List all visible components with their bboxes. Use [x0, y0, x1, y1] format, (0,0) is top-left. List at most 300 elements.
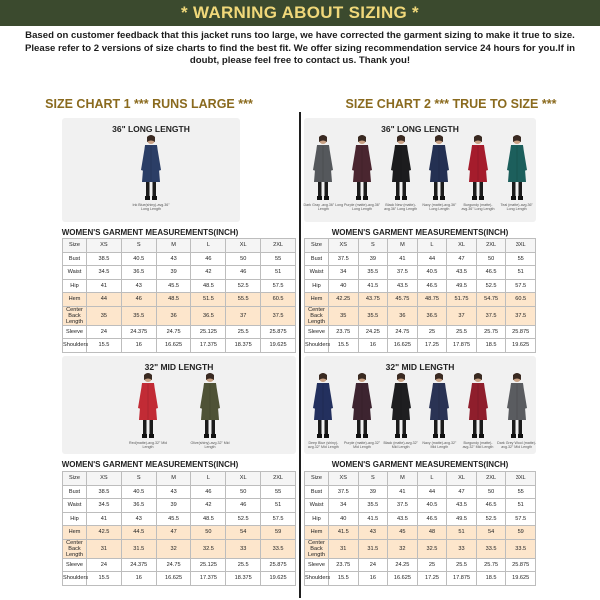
row-label-cell: Bust — [63, 252, 87, 266]
table-cell: 25.5 — [447, 558, 477, 572]
table-cell: 51.5 — [191, 293, 226, 307]
table-cell: 50 — [476, 252, 506, 266]
table-cell: 25.875 — [506, 325, 536, 339]
table-cell: 16 — [121, 339, 156, 353]
table-cell: 37.5 — [329, 485, 359, 499]
row-label-cell: Shoulders — [63, 572, 87, 586]
table-cell: 57.5 — [261, 279, 296, 293]
table-cell: 41.5 — [358, 512, 388, 526]
row-label-cell: Waist — [63, 266, 87, 280]
row-label-cell: Shoulders — [305, 572, 329, 586]
table-row — [63, 539, 296, 558]
row-label-cell: Hem — [63, 293, 87, 307]
table-cell: 51.75 — [447, 293, 477, 307]
table-cell: 34.5 — [87, 499, 122, 513]
table-cell: 2XL — [476, 239, 506, 253]
table-cell: 16.625 — [156, 572, 191, 586]
row-label-cell: Hem — [305, 526, 329, 540]
table-cell: 49.5 — [447, 279, 477, 293]
chart2-long-table-title: WOMEN'S GARMENT MEASUREMENTS(INCH) — [331, 228, 509, 237]
table-cell: 17.25 — [417, 572, 447, 586]
table-cell: 39 — [156, 499, 191, 513]
row-label-cell: Sleeve — [305, 558, 329, 572]
table-cell: 52.5 — [226, 279, 261, 293]
table-cell: 37 — [226, 306, 261, 325]
model-caption: Deep Blue (shiny)-avg.32" Mid Length — [307, 441, 339, 450]
table-cell: 48.75 — [417, 293, 447, 307]
table-row — [63, 325, 296, 339]
table-row — [305, 499, 536, 513]
row-label-cell: Size — [305, 239, 329, 253]
table-cell: 46 — [226, 266, 261, 280]
table-row — [305, 526, 536, 540]
table-cell: 38.5 — [87, 252, 122, 266]
table-cell: 50 — [476, 485, 506, 499]
table-cell: 35.5 — [358, 306, 388, 325]
table-cell: 19.625 — [261, 339, 296, 353]
warning-banner: * WARNING ABOUT SIZING * — [0, 0, 600, 26]
table-cell: 24.75 — [388, 325, 418, 339]
table-cell: 43.75 — [358, 293, 388, 307]
table-cell: S — [121, 472, 156, 486]
row-label-cell: Hem — [305, 293, 329, 307]
table-cell: 15.5 — [329, 339, 359, 353]
chart2-mid-table-title: WOMEN'S GARMENT MEASUREMENTS(INCH) — [331, 460, 509, 469]
table-cell: 60.5 — [506, 293, 536, 307]
table-cell: 36.5 — [121, 266, 156, 280]
table-cell: 36.5 — [191, 306, 226, 325]
table-row — [305, 572, 536, 586]
table-cell: M — [156, 239, 191, 253]
table-cell: 35 — [329, 306, 359, 325]
row-label-cell: Bust — [63, 485, 87, 499]
table-cell: 37 — [447, 306, 477, 325]
table-cell: 25 — [417, 325, 447, 339]
model-figure — [347, 372, 377, 440]
model-caption: Dark Gray -avg.36" Long Length — [303, 203, 344, 212]
chart2-mid-photo — [304, 356, 536, 454]
table-cell: 46.5 — [476, 499, 506, 513]
table-cell: 33 — [447, 539, 477, 558]
model-caption: Navy (matte)-avg.32" Mid Length — [422, 441, 457, 450]
row-label-cell: Waist — [63, 499, 87, 513]
table-cell: 50 — [226, 485, 261, 499]
table-row — [63, 252, 296, 266]
table-row — [305, 252, 536, 266]
table-cell: 17.875 — [447, 339, 477, 353]
table-cell: 16.625 — [156, 339, 191, 353]
table-cell: 25.75 — [476, 558, 506, 572]
table-cell: 25.5 — [226, 325, 261, 339]
row-label-cell: Size — [63, 472, 87, 486]
chart2-long-size-table — [304, 238, 536, 353]
table-cell: 34 — [329, 266, 359, 280]
row-label-cell: Sleeve — [63, 325, 87, 339]
chart1-long-table-title: WOMEN'S GARMENT MEASUREMENTS(INCH) — [61, 228, 239, 237]
table-cell: XL — [226, 472, 261, 486]
table-cell: 2XL — [476, 472, 506, 486]
model-caption: Olive(shiny)-avg.32" Mid Length — [190, 441, 230, 450]
table-cell: 17.375 — [191, 572, 226, 586]
chart1-long-size-table — [62, 238, 296, 353]
table-cell: 55 — [261, 252, 296, 266]
chart2-mid-title: 32" MID LENGTH — [385, 362, 455, 372]
table-cell: 23.75 — [329, 558, 359, 572]
table-cell: M — [156, 472, 191, 486]
table-cell: 17.25 — [417, 339, 447, 353]
table-header-row — [63, 239, 296, 253]
table-row — [305, 512, 536, 526]
table-cell: 35.5 — [121, 306, 156, 325]
table-cell: 31 — [87, 539, 122, 558]
table-cell: 24.375 — [121, 558, 156, 572]
table-cell: 39 — [358, 485, 388, 499]
table-cell: 48.5 — [191, 279, 226, 293]
table-cell: L — [191, 472, 226, 486]
table-cell: 18.375 — [226, 572, 261, 586]
row-label-cell: Hip — [305, 279, 329, 293]
table-cell: XS — [87, 239, 122, 253]
table-cell: 2XL — [261, 239, 296, 253]
table-cell: 3XL — [506, 239, 536, 253]
table-cell: 52.5 — [226, 512, 261, 526]
table-cell: 46 — [226, 499, 261, 513]
table-row — [63, 512, 296, 526]
model-caption: Teal (matte)-avg.36" Long Length — [500, 203, 533, 212]
table-cell: L — [191, 239, 226, 253]
table-cell: 43.5 — [388, 279, 418, 293]
table-cell: 19.625 — [506, 339, 536, 353]
table-row — [63, 485, 296, 499]
model-figure — [386, 372, 416, 440]
table-cell: 34 — [329, 499, 359, 513]
model-figure — [463, 134, 493, 202]
chart1-mid-title: 32" MID LENGTH — [144, 362, 214, 372]
table-cell: 51 — [447, 526, 477, 540]
table-row — [63, 558, 296, 572]
table-row — [305, 266, 536, 280]
table-cell: 25.75 — [476, 325, 506, 339]
table-header-row — [305, 239, 536, 253]
table-cell: 24.25 — [388, 558, 418, 572]
table-cell: 37.5 — [329, 252, 359, 266]
table-cell: 36.5 — [121, 499, 156, 513]
table-cell: 51 — [506, 499, 536, 513]
model-caption: Black (matte)-avg.32" Mid Length — [383, 441, 418, 450]
model-caption: Black New (matte)-avg.36" Long Length — [384, 203, 418, 212]
table-cell: 43 — [121, 512, 156, 526]
table-cell: 16 — [358, 572, 388, 586]
table-cell: XS — [329, 239, 359, 253]
table-row — [63, 339, 296, 353]
table-cell: 15.5 — [87, 339, 122, 353]
table-cell: 37.5 — [388, 266, 418, 280]
chart1-mid-size-table — [62, 471, 296, 586]
table-cell: 35.5 — [358, 499, 388, 513]
table-cell: 46 — [121, 293, 156, 307]
row-label-cell: Bust — [305, 252, 329, 266]
table-cell: S — [358, 239, 388, 253]
table-cell: 38.5 — [87, 485, 122, 499]
model-caption: Burgundy (matte)-avg.32" Mid Length — [462, 441, 494, 450]
table-cell: 42.5 — [87, 526, 122, 540]
model-figure — [308, 134, 338, 202]
table-cell: 41 — [87, 512, 122, 526]
table-cell: 32 — [388, 539, 418, 558]
table-row — [63, 499, 296, 513]
table-cell: 17.875 — [447, 572, 477, 586]
table-cell: 40.5 — [121, 485, 156, 499]
table-row — [305, 293, 536, 307]
table-cell: 44 — [87, 293, 122, 307]
table-cell: 46.5 — [417, 512, 447, 526]
table-cell: 43 — [358, 526, 388, 540]
table-cell: 33.5 — [506, 539, 536, 558]
table-cell: 47 — [156, 526, 191, 540]
row-label-cell: Center Back Length — [305, 539, 329, 558]
table-cell: 41 — [87, 279, 122, 293]
row-label-cell: Sleeve — [305, 325, 329, 339]
table-cell: 40.5 — [417, 499, 447, 513]
table-cell: 37.5 — [506, 306, 536, 325]
table-cell: M — [388, 472, 418, 486]
table-cell: 41 — [388, 485, 418, 499]
model-figure — [133, 372, 163, 440]
model-figure — [424, 372, 454, 440]
table-cell: XL — [226, 239, 261, 253]
chart2-long-photo — [304, 118, 536, 222]
table-row — [305, 339, 536, 353]
table-cell: 50 — [226, 252, 261, 266]
chart1-mid-photo — [62, 356, 296, 454]
table-row — [63, 572, 296, 586]
table-cell: 24 — [358, 558, 388, 572]
model-figure — [308, 372, 338, 440]
model-figure — [502, 372, 532, 440]
table-cell: 44.5 — [121, 526, 156, 540]
size-chart-2-heading: SIZE CHART 2 *** TRUE TO SIZE *** — [345, 97, 557, 111]
model-figure — [463, 372, 493, 440]
table-cell: 25.875 — [506, 558, 536, 572]
table-cell: 15.5 — [87, 572, 122, 586]
sizing-notice: Based on customer feedback that this jacket runs too large, we have corrected the garment sizing to make it true to size. Please refer to 2 versions of size charts to find the best fit. We offer sizing recommendation service 24 hours for you.If in doubt, please feel free to contact us. Thank you! — [24, 30, 575, 66]
table-cell: 46.5 — [417, 279, 447, 293]
table-cell: 37.5 — [261, 306, 296, 325]
model-figure — [136, 134, 166, 202]
table-cell: 31.5 — [358, 539, 388, 558]
table-cell: 34.5 — [87, 266, 122, 280]
table-cell: 45.75 — [388, 293, 418, 307]
table-cell: 51 — [261, 266, 296, 280]
table-cell: 55 — [261, 485, 296, 499]
table-cell: 46.5 — [476, 266, 506, 280]
table-cell: 16.625 — [388, 339, 418, 353]
row-label-cell: Center Back Length — [63, 306, 87, 325]
table-cell: 24.25 — [358, 325, 388, 339]
table-cell: 39 — [358, 252, 388, 266]
table-cell: 48.5 — [191, 512, 226, 526]
table-cell: 43.5 — [388, 512, 418, 526]
table-cell: 39 — [156, 266, 191, 280]
row-label-cell: Sleeve — [63, 558, 87, 572]
table-cell: 25.125 — [191, 325, 226, 339]
table-cell: 40.5 — [417, 266, 447, 280]
table-cell: 54 — [476, 526, 506, 540]
table-cell: 43 — [121, 279, 156, 293]
row-label-cell: Waist — [305, 499, 329, 513]
table-row — [63, 526, 296, 540]
table-cell: 54.75 — [476, 293, 506, 307]
table-cell: 33 — [226, 539, 261, 558]
row-label-cell: Center Back Length — [305, 306, 329, 325]
table-cell: 41.5 — [358, 279, 388, 293]
table-row — [63, 279, 296, 293]
table-cell: 32 — [156, 539, 191, 558]
table-cell: 48.5 — [156, 293, 191, 307]
table-cell: 16 — [121, 572, 156, 586]
table-cell: 52.5 — [476, 512, 506, 526]
table-cell: 55 — [506, 252, 536, 266]
row-label-cell: Shoulders — [63, 339, 87, 353]
table-cell: 57.5 — [506, 279, 536, 293]
table-cell: 48 — [417, 526, 447, 540]
row-label-cell: Size — [305, 472, 329, 486]
table-cell: 24.75 — [156, 325, 191, 339]
table-cell: 59 — [261, 526, 296, 540]
table-header-row — [63, 472, 296, 486]
table-cell: XL — [447, 472, 477, 486]
table-cell: XL — [447, 239, 477, 253]
table-row — [305, 539, 536, 558]
table-cell: 57.5 — [506, 512, 536, 526]
table-cell: 32.5 — [191, 539, 226, 558]
table-row — [305, 279, 536, 293]
model-caption: Purple (matte)-avg.36" Long Length — [343, 203, 381, 212]
row-label-cell: Hip — [305, 512, 329, 526]
table-cell: 15.5 — [329, 572, 359, 586]
table-cell: 19.625 — [261, 572, 296, 586]
table-cell: 18.375 — [226, 339, 261, 353]
table-cell: 37.5 — [388, 499, 418, 513]
row-label-cell: Hem — [63, 526, 87, 540]
model-caption: Ink Blue(shiny)-avg.36" Long Length — [132, 203, 170, 212]
table-cell: 59 — [506, 526, 536, 540]
table-cell: 25.875 — [261, 558, 296, 572]
table-cell: 16.625 — [388, 572, 418, 586]
table-cell: 45.5 — [156, 279, 191, 293]
model-figure — [424, 134, 454, 202]
table-cell: 2XL — [261, 472, 296, 486]
table-cell: 42.25 — [329, 293, 359, 307]
chart1-long-photo — [62, 118, 240, 222]
table-cell: XS — [329, 472, 359, 486]
table-cell: 18.5 — [476, 339, 506, 353]
table-row — [305, 306, 536, 325]
table-row — [63, 293, 296, 307]
table-cell: 35.5 — [358, 266, 388, 280]
table-cell: 41 — [388, 252, 418, 266]
table-row — [63, 306, 296, 325]
table-cell: 31.5 — [121, 539, 156, 558]
table-cell: 54 — [226, 526, 261, 540]
table-cell: 45 — [388, 526, 418, 540]
table-cell: S — [121, 239, 156, 253]
row-label-cell: Hip — [63, 512, 87, 526]
table-cell: 45.5 — [156, 512, 191, 526]
table-cell: 42 — [191, 499, 226, 513]
model-caption: Burgundy (matte)-avg.36" Long Length — [461, 203, 495, 212]
table-cell: 55 — [506, 485, 536, 499]
table-cell: 25.5 — [226, 558, 261, 572]
model-figure — [502, 134, 532, 202]
table-cell: 32.5 — [417, 539, 447, 558]
table-cell: 3XL — [506, 472, 536, 486]
table-cell: 35 — [87, 306, 122, 325]
table-cell: 47 — [447, 252, 477, 266]
table-cell: 19.625 — [506, 572, 536, 586]
row-label-cell: Bust — [305, 485, 329, 499]
model-caption: Red(matte)-avg.32" Mid Length — [128, 441, 168, 450]
table-cell: 25.125 — [191, 558, 226, 572]
table-cell: L — [417, 239, 447, 253]
table-cell: 40 — [329, 279, 359, 293]
table-cell: 36 — [156, 306, 191, 325]
model-figure — [347, 134, 377, 202]
table-cell: 44 — [417, 252, 447, 266]
table-cell: 36.5 — [417, 306, 447, 325]
row-label-cell: Shoulders — [305, 339, 329, 353]
table-cell: 51 — [261, 499, 296, 513]
chart1-mid-table-title: WOMEN'S GARMENT MEASUREMENTS(INCH) — [61, 460, 239, 469]
table-cell: 24.375 — [121, 325, 156, 339]
table-cell: 51 — [506, 266, 536, 280]
model-figure — [386, 134, 416, 202]
table-header-row — [305, 472, 536, 486]
table-cell: 49.5 — [447, 512, 477, 526]
table-cell: 43 — [156, 485, 191, 499]
table-cell: 44 — [417, 485, 447, 499]
table-row — [305, 325, 536, 339]
table-cell: 16 — [358, 339, 388, 353]
table-cell: 41.5 — [329, 526, 359, 540]
table-cell: 47 — [447, 485, 477, 499]
table-cell: 40.5 — [121, 252, 156, 266]
table-row — [63, 266, 296, 280]
table-cell: 31 — [329, 539, 359, 558]
table-row — [305, 485, 536, 499]
table-cell: 24 — [87, 325, 122, 339]
table-cell: 37.5 — [476, 306, 506, 325]
table-cell: 24 — [87, 558, 122, 572]
table-cell: 25.875 — [261, 325, 296, 339]
table-cell: 17.375 — [191, 339, 226, 353]
table-cell: 52.5 — [476, 279, 506, 293]
table-cell: 50 — [191, 526, 226, 540]
chart2-mid-size-table — [304, 471, 536, 586]
table-cell: 25 — [417, 558, 447, 572]
table-cell: 57.5 — [261, 512, 296, 526]
table-cell: 23.75 — [329, 325, 359, 339]
table-cell: 46 — [191, 252, 226, 266]
table-row — [305, 558, 536, 572]
row-label-cell: Waist — [305, 266, 329, 280]
chart2-long-title: 36" LONG LENGTH — [381, 124, 459, 134]
table-cell: 36 — [388, 306, 418, 325]
table-cell: 43.5 — [447, 266, 477, 280]
table-cell: 43 — [156, 252, 191, 266]
table-cell: 25.5 — [447, 325, 477, 339]
table-cell: 46 — [191, 485, 226, 499]
